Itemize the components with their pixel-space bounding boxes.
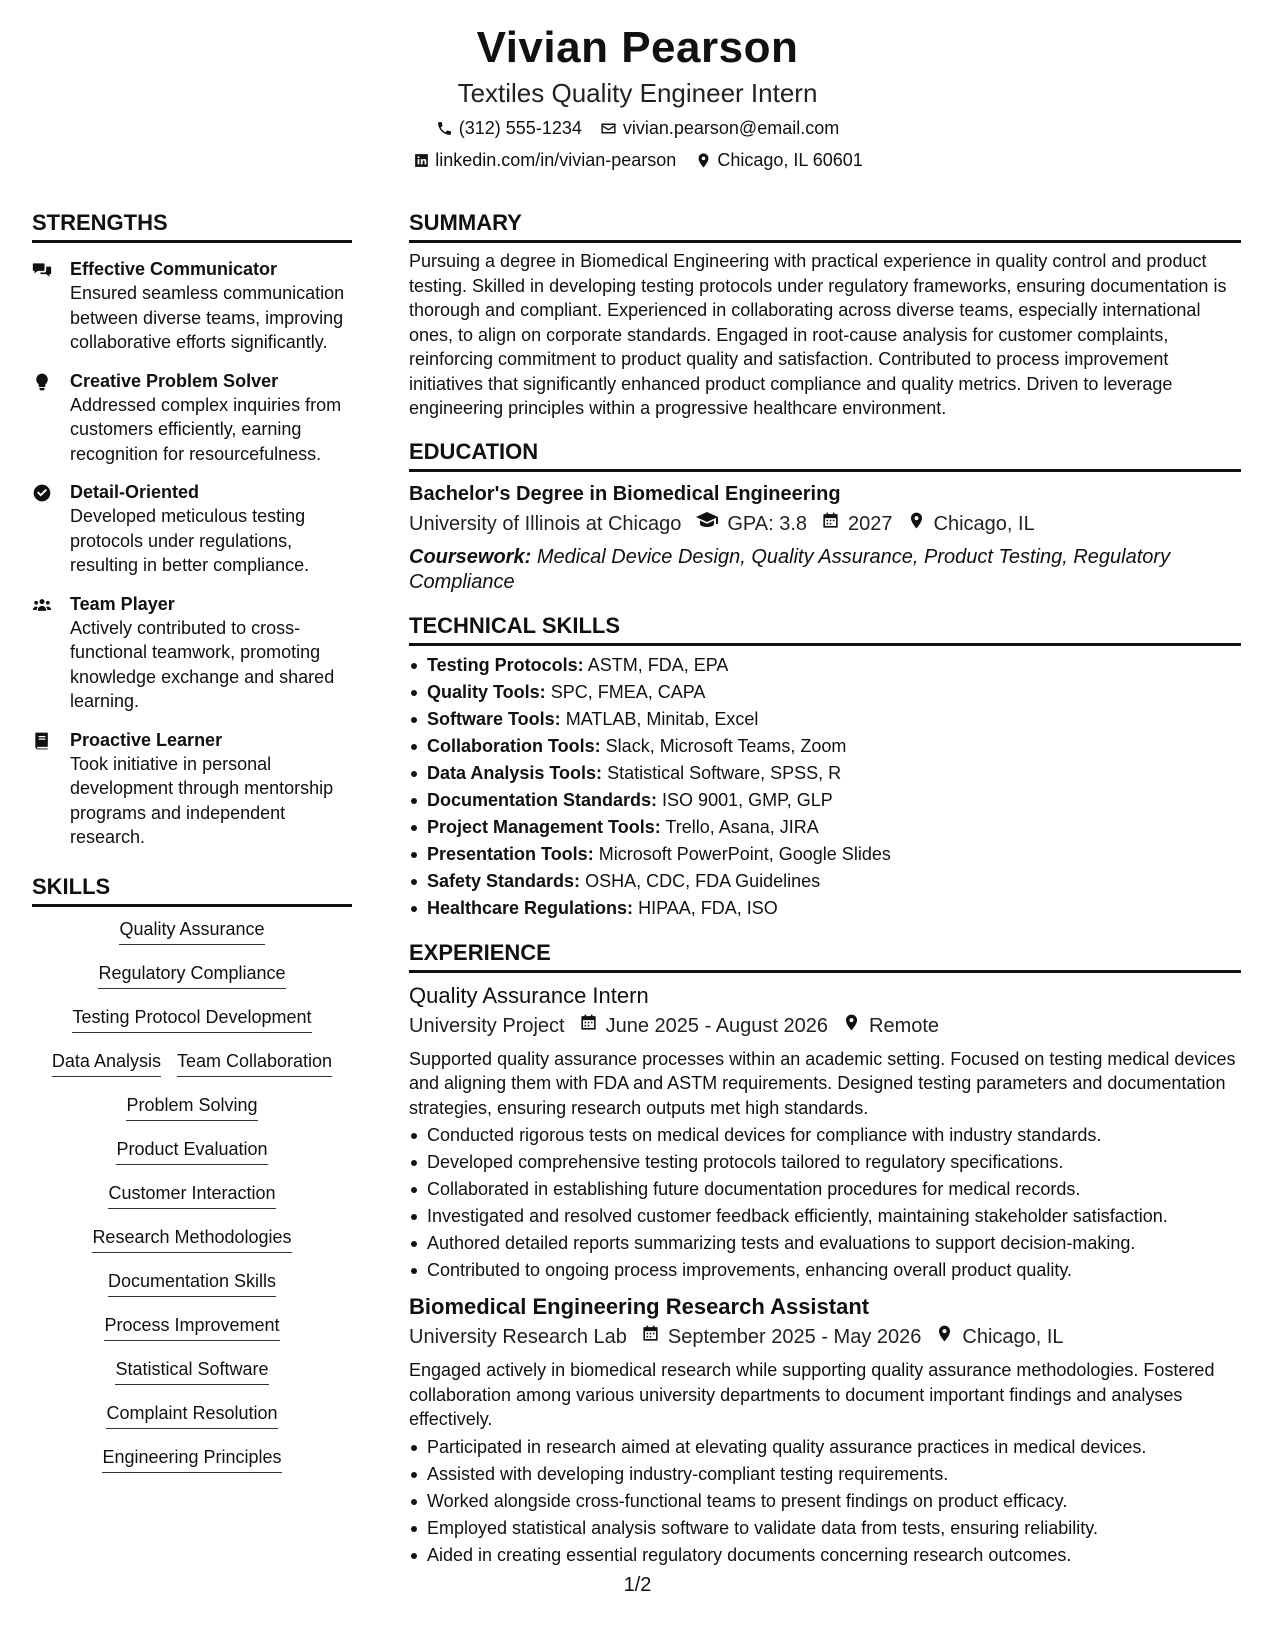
email-text: vivian.pearson@email.com	[622, 118, 840, 138]
job-title: Quality Assurance Intern	[409, 982, 649, 1008]
location-contact	[694, 146, 862, 174]
tech-skill-label: Safety Standards:	[427, 870, 581, 891]
skill-tag: Engineering Principles	[102, 1445, 281, 1473]
phone-contact[interactable]	[436, 114, 582, 142]
job-bullet: Employed statistical analysis software to validate data from tests, ensuring reliability.	[409, 1515, 1241, 1542]
comments-icon	[32, 257, 70, 355]
job-bullet: Assisted with developing industry-compliant testing requirements.	[409, 1461, 1241, 1488]
job-dates-wrap	[579, 1011, 828, 1041]
edu-location: Chicago, IL	[933, 513, 1035, 535]
candidate-name: Vivian Pearson	[476, 23, 799, 72]
skill-tag: Testing Protocol Development	[72, 1005, 311, 1033]
job-org: University Project	[409, 1014, 565, 1037]
job-location-wrap	[842, 1011, 939, 1041]
page-number: 1/2	[623, 1574, 652, 1596]
job-bullet: Developed comprehensive testing protocols tailored to regulatory specifications.	[409, 1149, 1241, 1176]
job-org-wrap	[409, 1011, 565, 1041]
map-pin-icon	[935, 1322, 954, 1352]
skill-tag: Problem Solving	[126, 1093, 257, 1121]
skill-tag: Product Evaluation	[116, 1137, 267, 1165]
job-org-wrap	[409, 1322, 627, 1352]
tech-skill-item	[409, 868, 1241, 895]
tech-skill-label: Testing Protocols:	[427, 654, 584, 675]
tech-skill-label: Data Analysis Tools:	[427, 762, 603, 783]
graduation-year: 2027	[848, 513, 893, 535]
summary-text: Pursuing a degree in Biomedical Engineering with practical experience in quality control and product testing. Skilled in developing testing protocols under regulatory frameworks, ensuring documentation is thorough and compliant. Experienced in collaborating across diverse teams, especially international ones, to align on corporate standards. Engaged in root-cause analysis for customer complaints, reinforcing commitment to product quality and satisfaction. Contributed to process improvement initiatives that significantly enhanced product compliance and quality metrics. Driven to leverage engineering principles within a progressive healthcare environment.	[409, 251, 1227, 418]
strength-item	[32, 257, 352, 355]
tech-skill-value: OSHA, CDC, FDA Guidelines	[585, 870, 821, 891]
tech-skill-item	[409, 706, 1241, 733]
tech-skill-label: Healthcare Regulations:	[427, 897, 634, 918]
strength-title: Detail-Oriented	[70, 482, 200, 502]
job-entry	[409, 981, 1241, 1285]
job-org: University Research Lab	[409, 1326, 627, 1348]
tech-skill-label: Documentation Standards:	[427, 789, 658, 810]
education-meta	[409, 508, 1241, 541]
tech-skill-value: ASTM, FDA, EPA	[587, 654, 729, 675]
left-column	[32, 208, 352, 1473]
skill-tag: Quality Assurance	[119, 917, 264, 945]
job-bullet: Authored detailed reports summarizing tests and evaluations to support decision-making.	[409, 1230, 1241, 1257]
calendar-icon	[821, 509, 840, 539]
strength-item	[32, 728, 352, 850]
calendar-icon	[641, 1322, 660, 1352]
contact-row-2	[0, 146, 1275, 174]
skill-tag: Process Improvement	[104, 1313, 279, 1341]
resume-header	[0, 22, 1275, 174]
summary-heading: SUMMARY	[409, 208, 1241, 243]
tech-skill-value: Slack, Microsoft Teams, Zoom	[605, 735, 847, 756]
degree-title: Bachelor's Degree in Biomedical Engineering	[409, 482, 841, 505]
gpa-text: GPA: 3.8	[727, 513, 808, 535]
job-entry	[409, 1292, 1241, 1569]
check-circle-icon	[32, 480, 70, 578]
year-wrap	[821, 509, 893, 539]
map-pin-icon	[842, 1011, 861, 1041]
experience-heading: EXPERIENCE	[409, 938, 1241, 973]
skill-tag: Team Collaboration	[177, 1049, 332, 1077]
tech-skill-item	[409, 841, 1241, 868]
job-bullet: Investigated and resolved customer feedback efficiently, maintaining stakeholder satisfaction.	[409, 1203, 1241, 1230]
edu-location-wrap	[907, 509, 1035, 539]
strength-item	[32, 480, 352, 578]
calendar-icon	[579, 1011, 598, 1041]
skill-tag: Documentation Skills	[108, 1269, 276, 1297]
skill-tag: Customer Interaction	[108, 1181, 275, 1209]
strength-desc: Developed meticulous testing protocols under regulations, resulting in better compliance.	[70, 506, 310, 575]
graduation-cap-icon	[695, 508, 719, 541]
job-location-wrap	[935, 1322, 1063, 1352]
contact-row-1	[0, 114, 1275, 142]
strength-desc: Took initiative in personal development through mentorship programs and independent research.	[70, 753, 334, 847]
job-bullet: Worked alongside cross-functional teams to present findings on product efficacy.	[409, 1488, 1241, 1515]
strength-desc: Ensured seamless communication between diverse teams, improving collaborative efforts significantly.	[70, 283, 345, 352]
skill-tag: Regulatory Compliance	[98, 961, 285, 989]
tech-skill-label: Software Tools:	[427, 708, 561, 729]
linkedin-contact[interactable]	[412, 146, 676, 174]
strength-desc: Actively contributed to cross-functional teamwork, promoting knowledge exchange and shared learning.	[70, 617, 335, 711]
tech-skill-item	[409, 733, 1241, 760]
school-name: University of Illinois at Chicago	[409, 513, 682, 535]
map-pin-icon	[694, 151, 712, 169]
strength-title: Effective Communicator	[70, 259, 278, 279]
tech-skill-label: Presentation Tools:	[427, 843, 594, 864]
skills-heading: SKILLS	[32, 872, 352, 907]
strength-item	[32, 369, 352, 467]
tech-skill-label: Quality Tools:	[427, 681, 546, 702]
job-bullet: Conducted rigorous tests on medical devices for compliance with industry standards.	[409, 1122, 1241, 1149]
tech-skill-item	[409, 652, 1241, 679]
job-location: Remote	[869, 1014, 940, 1037]
education-heading: EDUCATION	[409, 437, 1241, 472]
job-title: Biomedical Engineering Research Assistant	[409, 1294, 870, 1319]
gpa-wrap	[695, 508, 807, 541]
tech-skill-value: SPC, FMEA, CAPA	[550, 681, 706, 702]
tech-skill-item	[409, 679, 1241, 706]
job-bullet: Contributed to ongoing process improvements, enhancing overall product quality.	[409, 1257, 1241, 1284]
tech-skill-value: Trello, Asana, JIRA	[665, 816, 819, 837]
users-icon	[32, 592, 70, 714]
skills-list	[32, 917, 352, 1473]
candidate-title: Textiles Quality Engineer Intern	[457, 78, 818, 108]
coursework	[409, 545, 1241, 595]
lightbulb-icon	[32, 369, 70, 467]
job-meta	[409, 1322, 1241, 1352]
strength-item	[32, 592, 352, 714]
strengths-heading: STRENGTHS	[32, 208, 352, 243]
job-meta	[409, 1011, 1241, 1041]
technical-skills-list	[409, 652, 1241, 922]
tech-skill-item	[409, 760, 1241, 787]
linkedin-icon	[412, 151, 430, 169]
tech-skill-value: ISO 9001, GMP, GLP	[662, 789, 833, 810]
job-location: Chicago, IL	[962, 1326, 1064, 1348]
coursework-list: Medical Device Design, Quality Assurance, Product Testing, Regulatory Compliance	[409, 545, 1171, 593]
strength-title: Team Player	[70, 593, 175, 614]
school-name-wrap	[409, 509, 681, 539]
job-bullet: Participated in research aimed at elevating quality assurance practices in medical devices.	[409, 1434, 1241, 1461]
skill-tag: Data Analysis	[52, 1049, 161, 1077]
skill-tag: Research Methodologies	[92, 1225, 291, 1253]
job-description: Supported quality assurance processes within an academic setting. Focused on testing medical devices and aligning them with FDA and ASTM requirements. Designed testing parameters and documentation strategies, ensuring research outputs met high standards.	[409, 1048, 1236, 1118]
strength-desc: Addressed complex inquiries from customers efficiently, earning recognition for resourcefulness.	[70, 394, 342, 464]
job-dates: September 2025 - May 2026	[667, 1326, 922, 1348]
job-description: Engaged actively in biomedical research while supporting quality assurance methodologies. Fostered collaboration among various university departments to document important findings and analyses effectively.	[409, 1360, 1215, 1429]
job-bullet: Aided in creating essential regulatory documents concerning research outcomes.	[409, 1542, 1241, 1569]
book-icon	[32, 728, 70, 850]
tech-skill-label: Collaboration Tools:	[427, 735, 601, 756]
tech-skill-item	[409, 814, 1241, 841]
map-pin-icon	[907, 509, 926, 539]
linkedin-text: linkedin.com/in/vivian-pearson	[435, 150, 677, 170]
envelope-icon	[600, 119, 618, 137]
phone-text: (312) 555-1234	[458, 118, 582, 138]
skill-tag: Complaint Resolution	[106, 1401, 277, 1429]
skill-tag: Statistical Software	[115, 1357, 268, 1385]
coursework-label: Coursework:	[409, 545, 532, 568]
tech-skill-value: Microsoft PowerPoint, Google Slides	[598, 843, 891, 864]
job-bullet: Collaborated in establishing future documentation procedures for medical records.	[409, 1176, 1241, 1203]
technical-skills-heading: TECHNICAL SKILLS	[409, 611, 1241, 646]
tech-skill-value: Statistical Software, SPSS, R	[607, 762, 842, 783]
job-bullets	[409, 1434, 1241, 1569]
strength-title: Proactive Learner	[70, 729, 223, 750]
right-column	[409, 208, 1241, 1569]
email-contact[interactable]	[600, 114, 839, 142]
tech-skill-value: HIPAA, FDA, ISO	[638, 897, 778, 918]
location-text: Chicago, IL 60601	[717, 150, 863, 170]
job-dates: June 2025 - August 2026	[605, 1014, 829, 1037]
phone-icon	[436, 119, 454, 137]
job-bullets	[409, 1122, 1241, 1284]
tech-skill-item	[409, 787, 1241, 814]
tech-skill-label: Project Management Tools:	[427, 816, 661, 837]
job-dates-wrap	[641, 1322, 922, 1352]
tech-skill-item	[409, 895, 1241, 922]
tech-skill-value: MATLAB, Minitab, Excel	[565, 708, 759, 729]
strength-title: Creative Problem Solver	[70, 370, 279, 391]
